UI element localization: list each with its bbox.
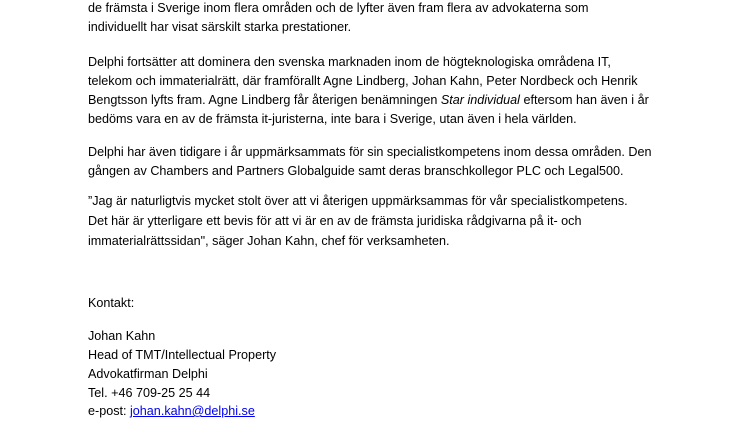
quote-line-1: ”Jag är naturligtvis mycket stolt över att vi återigen uppmärksammas för vår specialistkompetens. — [88, 194, 628, 208]
paragraph-3-line-2: gången av Chambers and Partners Globalguide samt deras branschkollegor PLC och Legal500. — [88, 164, 624, 178]
paragraph-1-line-2: individuellt har visat särskilt starka prestationer. — [88, 20, 352, 34]
quote-line-2: Det här är ytterligare ett bevis för att vi är en av de främsta juridiska rådgivarna på it- och — [88, 214, 582, 228]
quote-line-3: immaterialrättssidan", säger Johan Kahn, chef för verksamheten. — [88, 234, 450, 248]
contact-name: Johan Kahn — [88, 329, 156, 343]
paragraph-2-line-1: Delphi fortsätter att dominera den svenska marknaden inom de högteknologiska områdena IT, — [88, 55, 611, 69]
contact-email-line — [88, 402, 255, 421]
contact-firm: Advokatfirman Delphi — [88, 367, 208, 381]
paragraph-1-line-1: de främsta i Sverige inom flera områden och de lyfter även fram flera av advokaterna som — [88, 1, 589, 15]
contact-role: Head of TMT/Intellectual Property — [88, 348, 277, 362]
email-link[interactable]: johan.kahn@delphi.se — [130, 404, 255, 418]
paragraph-2-line-3-tail: eftersom han även i år — [519, 93, 649, 107]
contact-heading: Kontakt: — [88, 296, 135, 310]
paragraph-3-line-1: Delphi har även tidigare i år uppmärksammats för sin specialistkompetens inom dessa områden. Den — [88, 145, 652, 159]
email-label: e-post: — [88, 404, 130, 418]
paragraph-2-line-3 — [88, 91, 649, 110]
paragraph-2-line-2: telekom och immaterialrätt, där framförallt Agne Lindberg, Johan Kahn, Peter Nordbeck och Henrik — [88, 74, 638, 88]
star-individual-emphasis: Star individual — [440, 93, 520, 107]
contact-phone: Tel. +46 709-25 25 44 — [88, 386, 211, 400]
paragraph-2-line-4: bedöms vara en av de främsta it-juristerna, inte bara i Sverige, utan även i hela världen. — [88, 112, 577, 126]
paragraph-2-line-3-text: Bengtsson lyfts fram. Agne Lindberg får återigen benämningen — [88, 93, 441, 107]
